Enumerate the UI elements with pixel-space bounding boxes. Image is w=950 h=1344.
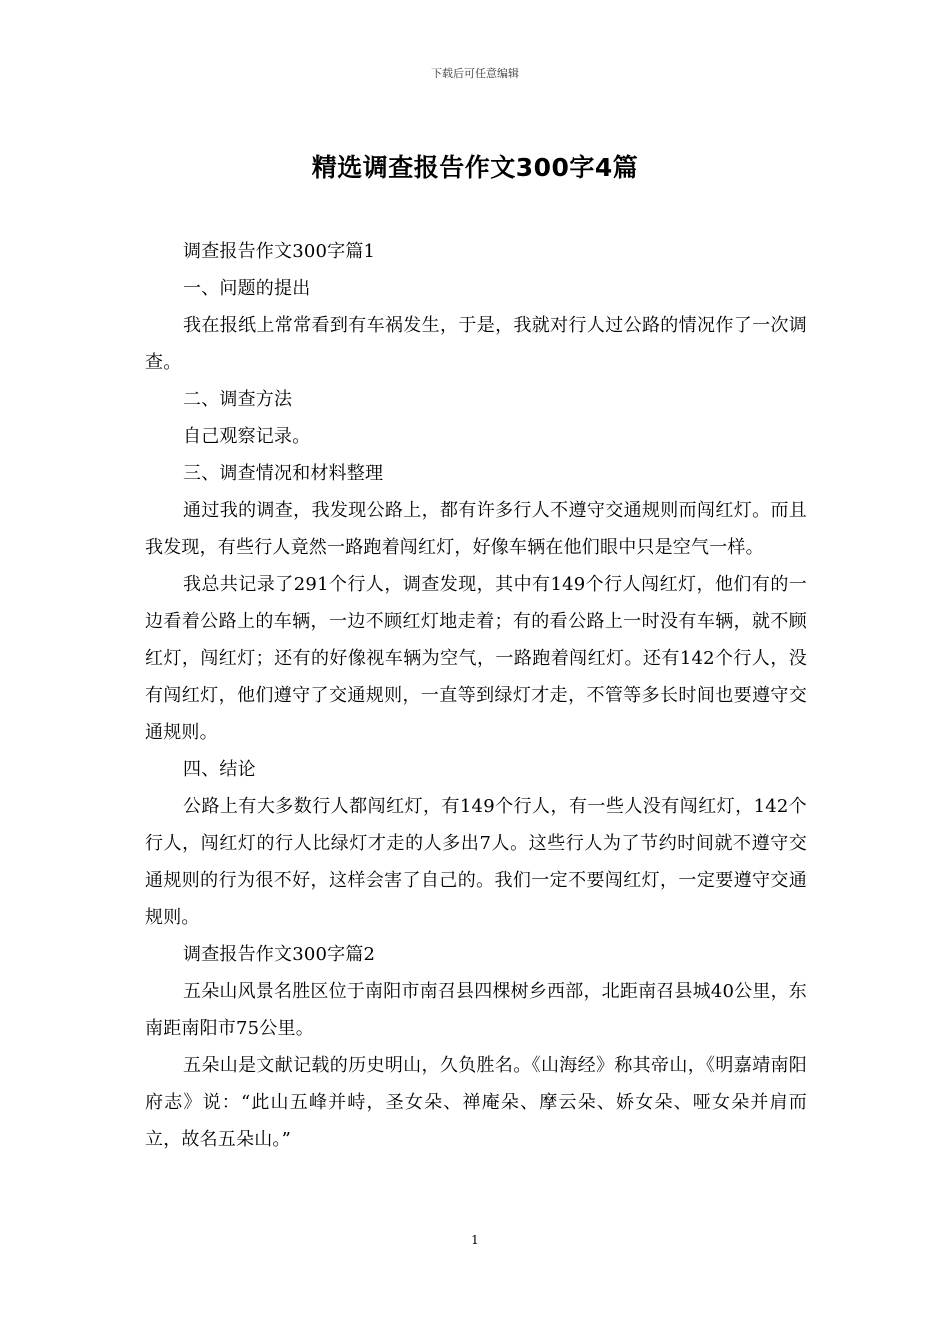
paragraph: 公路上有大多数行人都闯红灯，有149个行人，有一些人没有闯红灯，142个行人，闯红灯的行人比绿灯才走的人多出7人。这些行人为了节约时间就不遵守交通规则的行为很不好，这样会害了自己的。我们一定不要闯红灯，一定要遵守交通规则。 <box>145 796 807 928</box>
paragraph: 我在报纸上常常看到有车祸发生，于是，我就对行人过公路的情况作了一次调查。 <box>145 315 807 373</box>
page-number: 1 <box>471 1233 479 1247</box>
paragraph: 我总共记录了291个行人，调查发现，其中有149个行人闯红灯，他们有的一边看着公路上的车辆，一边不顾红灯地走着；有的看公路上一时没有车辆，就不顾红灯，闯红灯；还有的好像视车辆为空气，一路跑着闯红灯。还有142个行人，没有闯红灯，他们遵守了交通规则，一直等到绿灯才走，不管等多长时间也要遵守交通规则。 <box>145 574 807 743</box>
subheading-method: 二、调查方法 <box>183 389 293 410</box>
document-body <box>145 233 807 1158</box>
subheading-findings: 三、调查情况和材料整理 <box>183 463 384 484</box>
paragraph: 自己观察记录。 <box>183 426 311 447</box>
section-heading-essay-2: 调查报告作文300字篇2 <box>183 944 376 965</box>
subheading-conclusion: 四、结论 <box>183 759 256 780</box>
section-heading-essay-1: 调查报告作文300字篇1 <box>183 241 376 262</box>
document-title: 精选调查报告作文300字4篇 <box>311 153 639 182</box>
page-header-note: 下载后可任意编辑 <box>431 67 519 80</box>
paragraph: 五朵山是文献记载的历史明山，久负胜名。《山海经》称其帝山，《明嘉靖南阳府志》说：“此山五峰并峙，圣女朵、禅庵朵、摩云朵、娇女朵、哑女朵并肩而立，故名五朵山。” <box>145 1055 807 1150</box>
subheading-problem: 一、问题的提出 <box>183 278 311 299</box>
paragraph: 五朵山风景名胜区位于南阳市南召县四棵树乡西部，北距南召县城40公里，东南距南阳市75公里。 <box>145 981 807 1039</box>
paragraph: 通过我的调查，我发现公路上，都有许多行人不遵守交通规则而闯红灯。而且我发现，有些行人竟然一路跑着闯红灯，好像车辆在他们眼中只是空气一样。 <box>145 500 807 558</box>
